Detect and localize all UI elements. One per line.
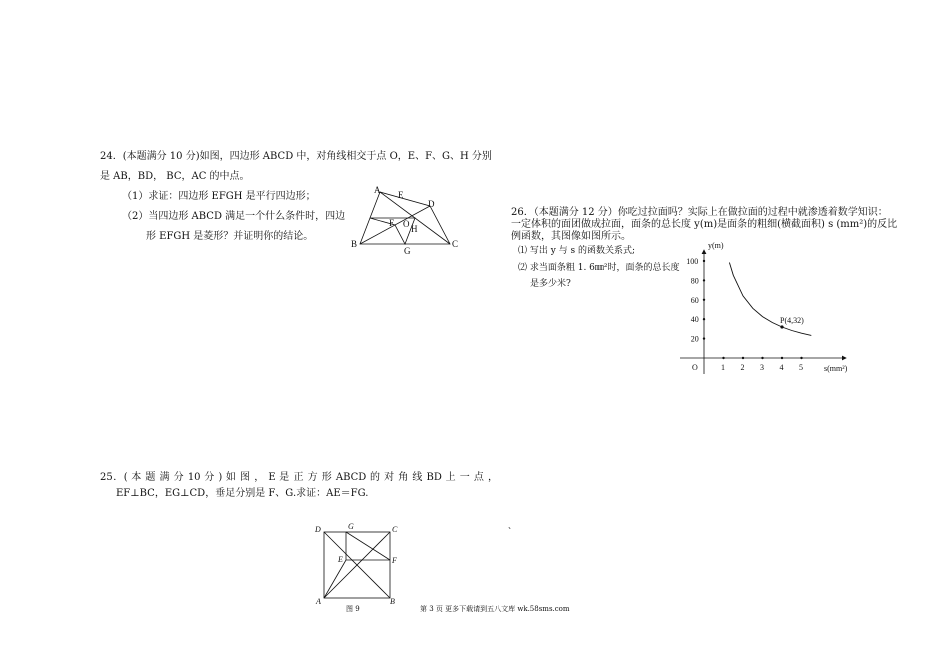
label-h: H xyxy=(411,224,418,234)
x-tick-mark xyxy=(761,357,763,359)
stray-mark: 、 xyxy=(508,521,516,530)
y-tick-label: 80 xyxy=(690,276,699,286)
q24-item-2a: （2）当四边形 ABCD 满足一个什么条件时，四边 xyxy=(122,211,346,222)
origin-label: O xyxy=(692,363,698,372)
q24-item-2b: 形 EFGH 是菱形？并证明你的结论。 xyxy=(146,231,314,242)
y-axis-label: y(m) xyxy=(708,241,724,250)
q26-line-1: 26．（本题满分 12 分）你吃过拉面吗？实际上在做拉面的过程中就渗透着数学知识： xyxy=(511,207,888,218)
label-e: E xyxy=(398,190,404,200)
x-tick-label: 2 xyxy=(740,363,745,372)
y-tick-label: 20 xyxy=(690,334,699,344)
label-a: A xyxy=(374,185,381,195)
x-axis-label: s(mm²) xyxy=(824,364,848,373)
q25-square-figure xyxy=(312,520,402,610)
q25-line-1: 25．( 本 题 满 分 10 分 ) 如 图 ， E 是 正 方 形 ABCD 的 对 角 线 BD 上 一 点 ， xyxy=(100,472,498,483)
point-p-label: P(4,32) xyxy=(780,315,804,325)
q26-item-2b: 是多少米? xyxy=(530,279,571,289)
page-footer: 第 3 页 更多下载请到五八文库 wk.58sms.com xyxy=(420,605,570,613)
q24-quadrilateral-figure xyxy=(348,182,460,258)
point-p xyxy=(780,325,783,328)
label-e: E xyxy=(338,555,343,564)
label-a: A xyxy=(316,597,321,606)
x-tick-label: 3 xyxy=(760,363,764,372)
x-tick-mark xyxy=(742,357,744,359)
x-tick-mark xyxy=(722,357,724,359)
label-c: C xyxy=(392,525,398,534)
q24-header: 24．(本题满分 10 分)如图，四边形 ABCD 中，对角线相交于点 O，E、F、G、H 分别 xyxy=(100,151,492,162)
label-g: G xyxy=(348,522,354,531)
label-b: B xyxy=(351,239,358,249)
x-tick-label: 4 xyxy=(779,363,784,372)
y-tick-mark xyxy=(703,260,705,262)
label-d: D xyxy=(315,525,321,534)
y-tick-mark xyxy=(703,279,705,281)
x-tick-mark xyxy=(781,357,783,359)
label-g: G xyxy=(404,246,411,256)
y-tick-label: 40 xyxy=(690,315,699,325)
q24-item-1: （1）求证：四边形 EFGH 是平行四边形； xyxy=(122,191,316,202)
label-d: D xyxy=(428,199,435,209)
y-tick-label: 100 xyxy=(686,257,699,266)
q26-line-2: 一定体积的面团做成拉面，面条的总长度 y(m)是面条的粗细(横截面积) s (mm²)的反比 xyxy=(511,219,898,230)
label-o: O xyxy=(403,219,410,229)
segment-gf xyxy=(346,532,390,560)
label-f: F xyxy=(389,218,395,228)
label-b: B xyxy=(390,597,395,606)
label-c: C xyxy=(452,239,459,249)
q25-line-2: EF⊥BC，EG⊥CD，垂足分别是 F、G.求证：AE＝FG. xyxy=(116,488,369,499)
figure-caption: 图 9 xyxy=(346,605,360,613)
q26-line-3: 例函数，其图像如图所示。 xyxy=(511,231,631,242)
q26-item-1: ⑴ 写出 y 与 s 的函数关系式; xyxy=(518,246,636,256)
x-tick-label: 5 xyxy=(799,363,803,372)
y-tick-mark xyxy=(703,299,705,301)
y-tick-label: 60 xyxy=(690,295,699,305)
q26-inverse-function-graph xyxy=(676,238,856,380)
q24-header-line2: 是 AB，BD， BC，AC 的中点。 xyxy=(100,171,250,182)
q26-item-2a: ⑵ 求当面条粗 1. 6㎜²时，面条的总长度 xyxy=(518,263,680,273)
x-tick-mark xyxy=(800,357,802,359)
y-tick-mark xyxy=(703,337,705,339)
y-tick-mark xyxy=(703,318,705,320)
label-f: F xyxy=(392,556,397,565)
x-tick-label: 1 xyxy=(721,363,725,372)
